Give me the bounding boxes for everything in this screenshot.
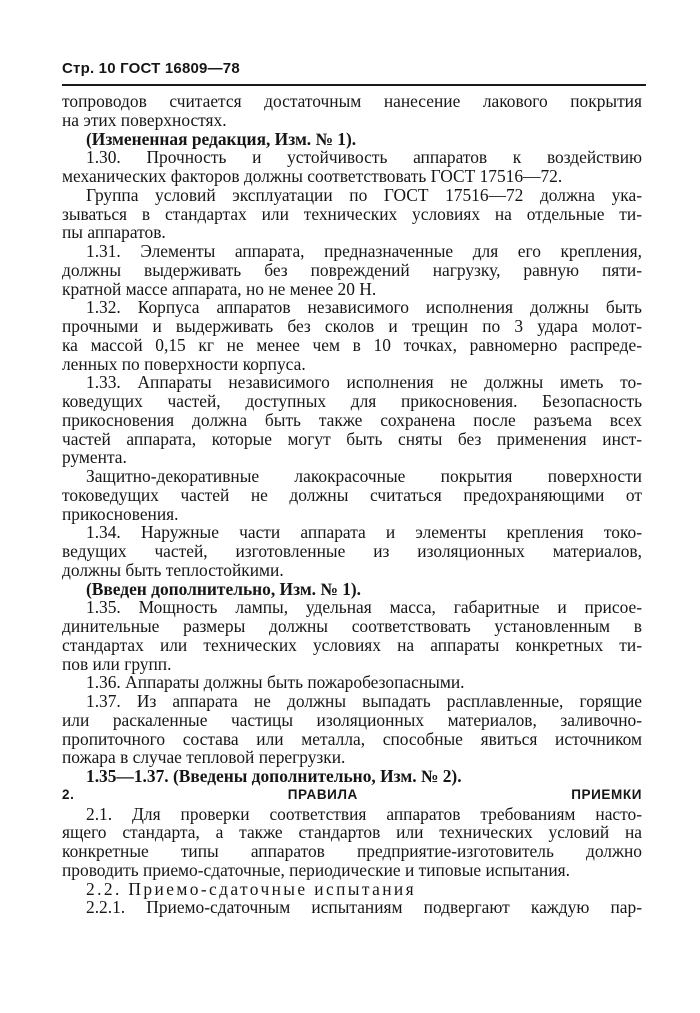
- text-line: прикосновения.: [62, 503, 179, 524]
- text-line: коведущих частей, доступных для прикосновения. Безопасность: [62, 391, 642, 411]
- clause-2-2-1: 2.2.1. Приемо-сдаточным испытаниям подвергают каждую пар-: [86, 897, 642, 918]
- text-line: пропиточного состава или металла, способные явиться источником: [62, 728, 642, 749]
- clause-2-1: 2.1. Для проверки соответствия аппаратов требованиям насто-: [86, 803, 642, 824]
- text-line: на этих поверхностях.: [62, 109, 227, 130]
- clause-1-32: 1.32. Корпуса аппаратов независимого исполнения должны быть: [86, 297, 642, 318]
- text-line: ка массой 0,15 кг не менее чем в 10 точках, равномерно распреде-: [62, 334, 642, 355]
- clause-1-35: 1.35. Мощность лампы, удельная масса, габаритные и присое-: [86, 597, 642, 618]
- text-line: должны быть теплостойкими.: [62, 559, 284, 580]
- clause-1-33: 1.33. Аппараты независимого исполнения не должны иметь то-: [86, 372, 642, 393]
- header-rule: [62, 84, 646, 86]
- text-line: ящего стандарта, а также стандартов или технических условий на: [62, 822, 642, 843]
- clause-1-34: 1.34. Наружные части аппарата и элементы крепления токо-: [86, 522, 642, 543]
- clause-1-36: 1.36. Аппараты должны быть пожаробезопасными.: [86, 672, 465, 693]
- text-line: прикосновения должна быть также сохранена после разъема всех: [62, 409, 642, 430]
- text-line: зываться в стандартах или технических условиях на отдельные ти-: [62, 203, 642, 224]
- text-line: конкретные типы аппаратов предприятие-изготовитель должно: [62, 841, 642, 861]
- clause-1-30: 1.30. Прочность и устойчивость аппаратов к воздействию: [86, 147, 642, 168]
- text-line: кратной массе аппарата, но не менее 20 Н.: [62, 278, 377, 299]
- text-line: румента.: [62, 447, 127, 468]
- text-line: Группа условий эксплуатации по ГОСТ 17516—72 должна ука-: [86, 184, 642, 205]
- amendment-note: (Измененная редакция, Изм. № 1).: [86, 128, 357, 149]
- clause-1-31: 1.31. Элементы аппарата, предназначенные для его крепления,: [86, 241, 642, 261]
- text-line: ведущих частей, изготовленные из изоляционных материалов,: [62, 541, 642, 561]
- text-line: частей аппарата, которые могут быть сняты без применения инст-: [62, 428, 642, 449]
- text-line: пов или групп.: [62, 653, 172, 674]
- text-line: пы аппаратов.: [62, 222, 166, 243]
- page-header: Стр. 10 ГОСТ 16809—78: [62, 60, 240, 77]
- text-line: динительные размеры должны соответствовать установленным в: [62, 616, 642, 636]
- section-title: 2. ПРАВИЛА ПРИЕМКИ: [62, 786, 642, 802]
- document-body: [62, 92, 642, 917]
- text-line: токоведущих частей не должны считаться предохраняющими от: [62, 484, 642, 505]
- text-line: или раскаленные частицы изоляционных материалов, заливочно-: [62, 709, 642, 730]
- clause-2-2: 2.2. Приемо-сдаточные испытания: [86, 878, 417, 899]
- text-line: механических факторов должны соответствовать ГОСТ 17516—72.: [62, 166, 563, 186]
- clause-1-37: 1.37. Из аппарата не должны выпадать расплавленные, горящие: [86, 691, 642, 711]
- text-line: проводить приемо-сдаточные, периодические и типовые испытания.: [62, 859, 570, 880]
- text-line: Защитно-декоративные лакокрасочные покрытия поверхности: [86, 466, 642, 486]
- text-line: прочными и выдерживать без сколов и трещин по 3 удара молот-: [62, 316, 642, 336]
- amendment-note: 1.35—1.37. (Введены дополнительно, Изм. № 2).: [86, 766, 462, 786]
- text-line: ленных по поверхности корпуса.: [62, 353, 306, 374]
- text-line: должны выдерживать без повреждений нагрузку, равную пяти-: [62, 259, 642, 280]
- text-line: пожара в случае тепловой перегрузки.: [62, 747, 346, 768]
- amendment-note: (Введен дополнительно, Изм. № 1).: [86, 578, 362, 599]
- text-line: топроводов считается достаточным нанесение лакового покрытия: [62, 91, 642, 111]
- text-line: стандартах или технических условиях на аппараты конкретных ти-: [62, 634, 642, 655]
